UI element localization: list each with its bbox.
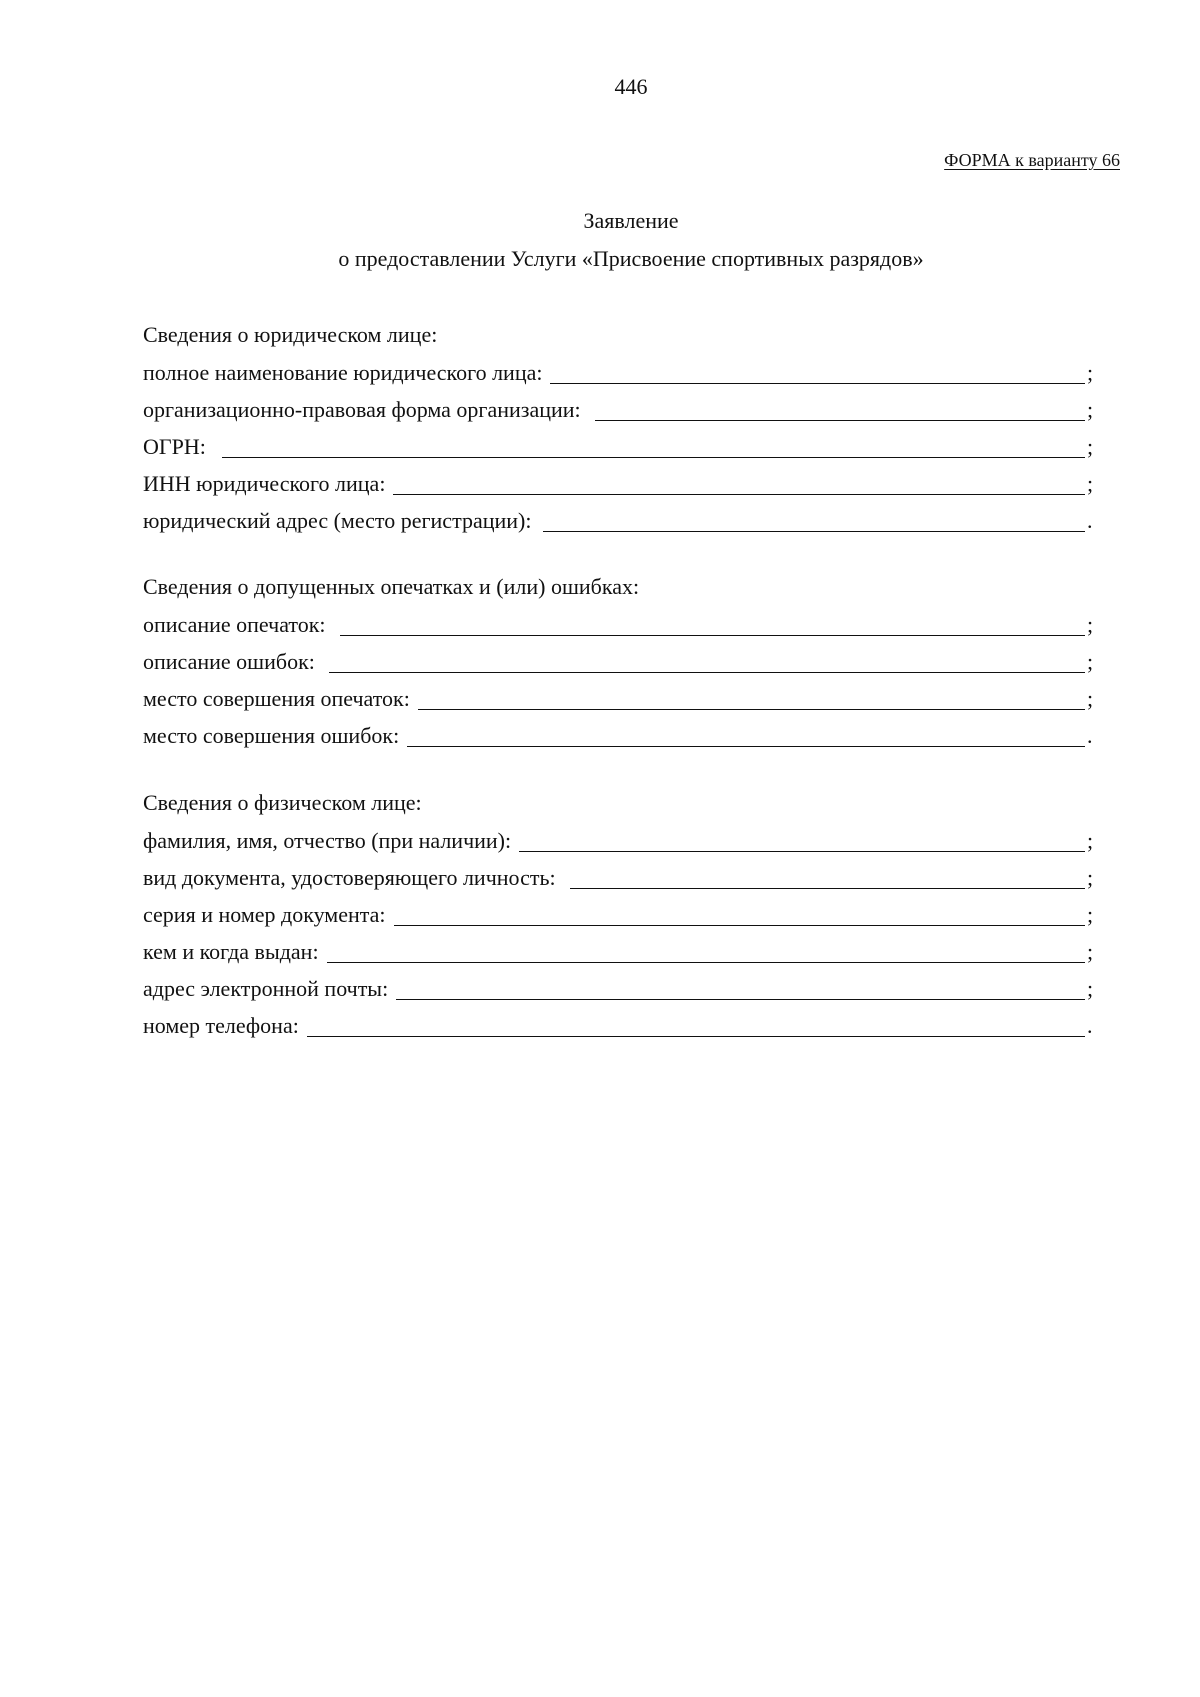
fill-in-line[interactable]: [519, 827, 1085, 852]
fill-in-line[interactable]: [329, 648, 1085, 673]
field-full-name: [143, 821, 1097, 858]
field-typo-location: [143, 679, 1097, 716]
field-email: [143, 969, 1097, 1006]
field-label: юридический адрес (место регистрации):: [143, 508, 532, 533]
field-phone: [143, 1006, 1097, 1043]
field-terminator: ;: [1087, 612, 1094, 637]
field-terminator: ;: [1087, 865, 1094, 890]
field-terminator: ;: [1087, 902, 1094, 927]
field-inn: [143, 464, 1097, 501]
section-heading: Сведения о физическом лице:: [143, 790, 422, 815]
field-terminator: .: [1087, 723, 1093, 748]
fill-in-line[interactable]: [222, 433, 1085, 458]
field-terminator: .: [1087, 1013, 1093, 1038]
field-label: полное наименование юридического лица:: [143, 360, 543, 385]
field-label: вид документа, удостоверяющего личность:: [143, 865, 556, 890]
fill-in-line[interactable]: [550, 359, 1085, 384]
field-terminator: ;: [1087, 828, 1094, 853]
section-heading: Сведения о юридическом лице:: [143, 322, 438, 347]
fill-in-line[interactable]: [396, 975, 1085, 1000]
fill-in-line[interactable]: [543, 507, 1085, 532]
field-typo-description: [143, 605, 1097, 642]
field-terminator: .: [1087, 508, 1093, 533]
field-label: описание ошибок:: [143, 649, 315, 674]
field-label: номер телефона:: [143, 1013, 299, 1038]
field-terminator: ;: [1087, 397, 1094, 422]
fill-in-line[interactable]: [394, 901, 1085, 926]
field-id-document-type: [143, 858, 1097, 895]
field-terminator: ;: [1087, 939, 1094, 964]
field-label: место совершения ошибок:: [143, 723, 400, 748]
field-label: описание опечаток:: [143, 612, 326, 637]
section-legal-entity: [143, 316, 1097, 538]
page-number: 446: [614, 74, 648, 99]
fill-in-line[interactable]: [595, 396, 1085, 421]
field-error-description: [143, 642, 1097, 679]
field-label: серия и номер документа:: [143, 902, 386, 927]
field-legal-form: [143, 390, 1097, 427]
document-title: Заявление: [583, 208, 679, 233]
fill-in-line[interactable]: [327, 938, 1085, 963]
field-label: место совершения опечаток:: [143, 686, 410, 711]
field-terminator: ;: [1087, 471, 1094, 496]
document-subtitle: о предоставлении Услуги «Присвоение спортивных разрядов»: [338, 246, 924, 271]
field-terminator: ;: [1087, 649, 1094, 674]
field-terminator: ;: [1087, 686, 1094, 711]
fill-in-line[interactable]: [570, 864, 1085, 889]
field-terminator: ;: [1087, 360, 1094, 385]
field-document-series-number: [143, 895, 1097, 932]
field-label: фамилия, имя, отчество (при наличии):: [143, 828, 512, 853]
field-label: адрес электронной почты:: [143, 976, 389, 1001]
fill-in-line[interactable]: [307, 1012, 1085, 1037]
field-full-name-legal-entity: [143, 353, 1097, 390]
fill-in-line[interactable]: [407, 722, 1085, 747]
section-typos-errors: [143, 568, 1097, 753]
field-legal-address: [143, 501, 1097, 538]
field-issued-by-when: [143, 932, 1097, 969]
field-terminator: ;: [1087, 976, 1094, 1001]
fill-in-line[interactable]: [418, 685, 1085, 710]
field-label: организационно-правовая форма организации:: [143, 397, 581, 422]
section-heading: Сведения о допущенных опечатках и (или) ошибках:: [143, 574, 640, 599]
field-label: кем и когда выдан:: [143, 939, 319, 964]
field-label: ИНН юридического лица:: [143, 471, 386, 496]
fill-in-line[interactable]: [393, 470, 1085, 495]
field-ogrn: [143, 427, 1097, 464]
section-individual: [143, 784, 1097, 1043]
field-label: ОГРН:: [143, 434, 206, 459]
fill-in-line[interactable]: [340, 611, 1085, 636]
form-reference: ФОРМА к варианту 66: [944, 150, 1120, 170]
field-terminator: ;: [1087, 434, 1094, 459]
field-error-location: [143, 716, 1097, 753]
